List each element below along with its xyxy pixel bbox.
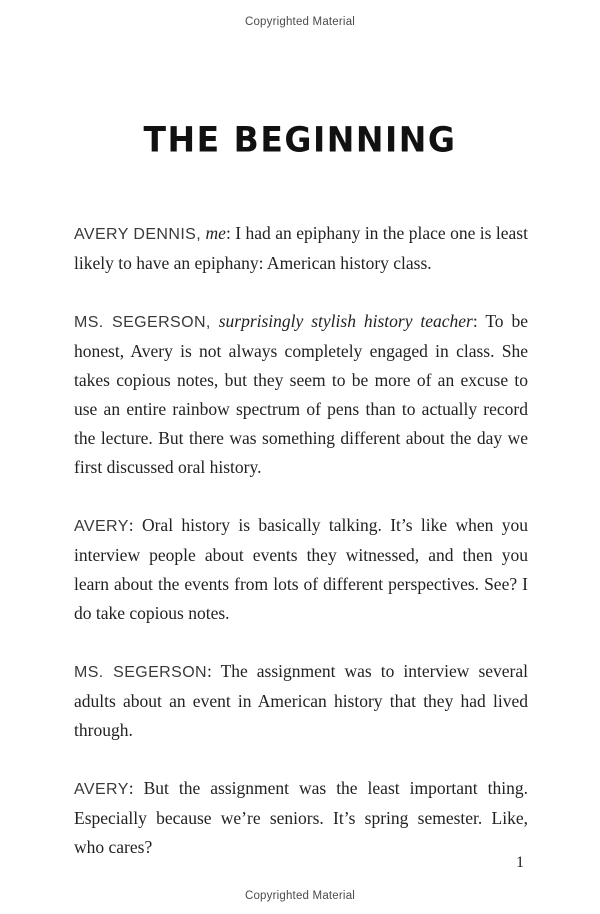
speaker-separator: : xyxy=(472,311,486,331)
speaker-label: MS. SEGERSON, xyxy=(74,314,211,331)
speaker-label: AVERY xyxy=(74,781,129,798)
speaker-label: AVERY DENNIS, xyxy=(74,226,202,243)
copyright-notice-bottom: Copyrighted Material xyxy=(244,890,356,902)
paragraph xyxy=(74,657,528,745)
page-body xyxy=(74,219,528,891)
speaker-separator: : xyxy=(128,515,142,535)
paragraph xyxy=(74,219,528,278)
paragraph-text: Oral history is basically talking. It’s like when you interview people about events they witnessed, and then you learn about the events from lots of different perspectives. See? I do take copious notes. xyxy=(74,515,528,623)
speaker-role: surprisingly stylish history teacher xyxy=(210,311,473,331)
paragraph-text: To be honest, Avery is not always completely engaged in class. She takes copious notes, but they seem to be more of an excuse to use an entire rainbow spectrum of pens than to actually record the lecture. But there was something different about the day we first discussed oral history. xyxy=(74,311,528,477)
paragraph-text: The assignment was to interview several adults about an event in American history that they had lived through. xyxy=(74,661,529,740)
page-number: 1 xyxy=(516,854,524,871)
speaker-separator: : xyxy=(225,223,236,243)
copyright-notice-top: Copyrighted Material xyxy=(244,16,356,28)
paragraph xyxy=(74,774,528,862)
chapter-title: THE BEGINNING xyxy=(143,119,457,160)
speaker-label: MS. SEGERSON xyxy=(74,664,208,681)
paragraph xyxy=(74,307,528,482)
paragraph-text: But the assignment was the least important thing. Especially because we’re seniors. It’s spring semester. Like, who cares? xyxy=(74,778,528,857)
paragraph-text: I had an epiphany in the place one is least likely to have an epiphany: American history class. xyxy=(74,223,528,273)
speaker-separator: : xyxy=(207,661,221,681)
paragraph xyxy=(74,511,528,628)
speaker-label: AVERY xyxy=(74,518,129,535)
speaker-separator: : xyxy=(128,778,144,798)
speaker-role: me xyxy=(201,223,226,243)
